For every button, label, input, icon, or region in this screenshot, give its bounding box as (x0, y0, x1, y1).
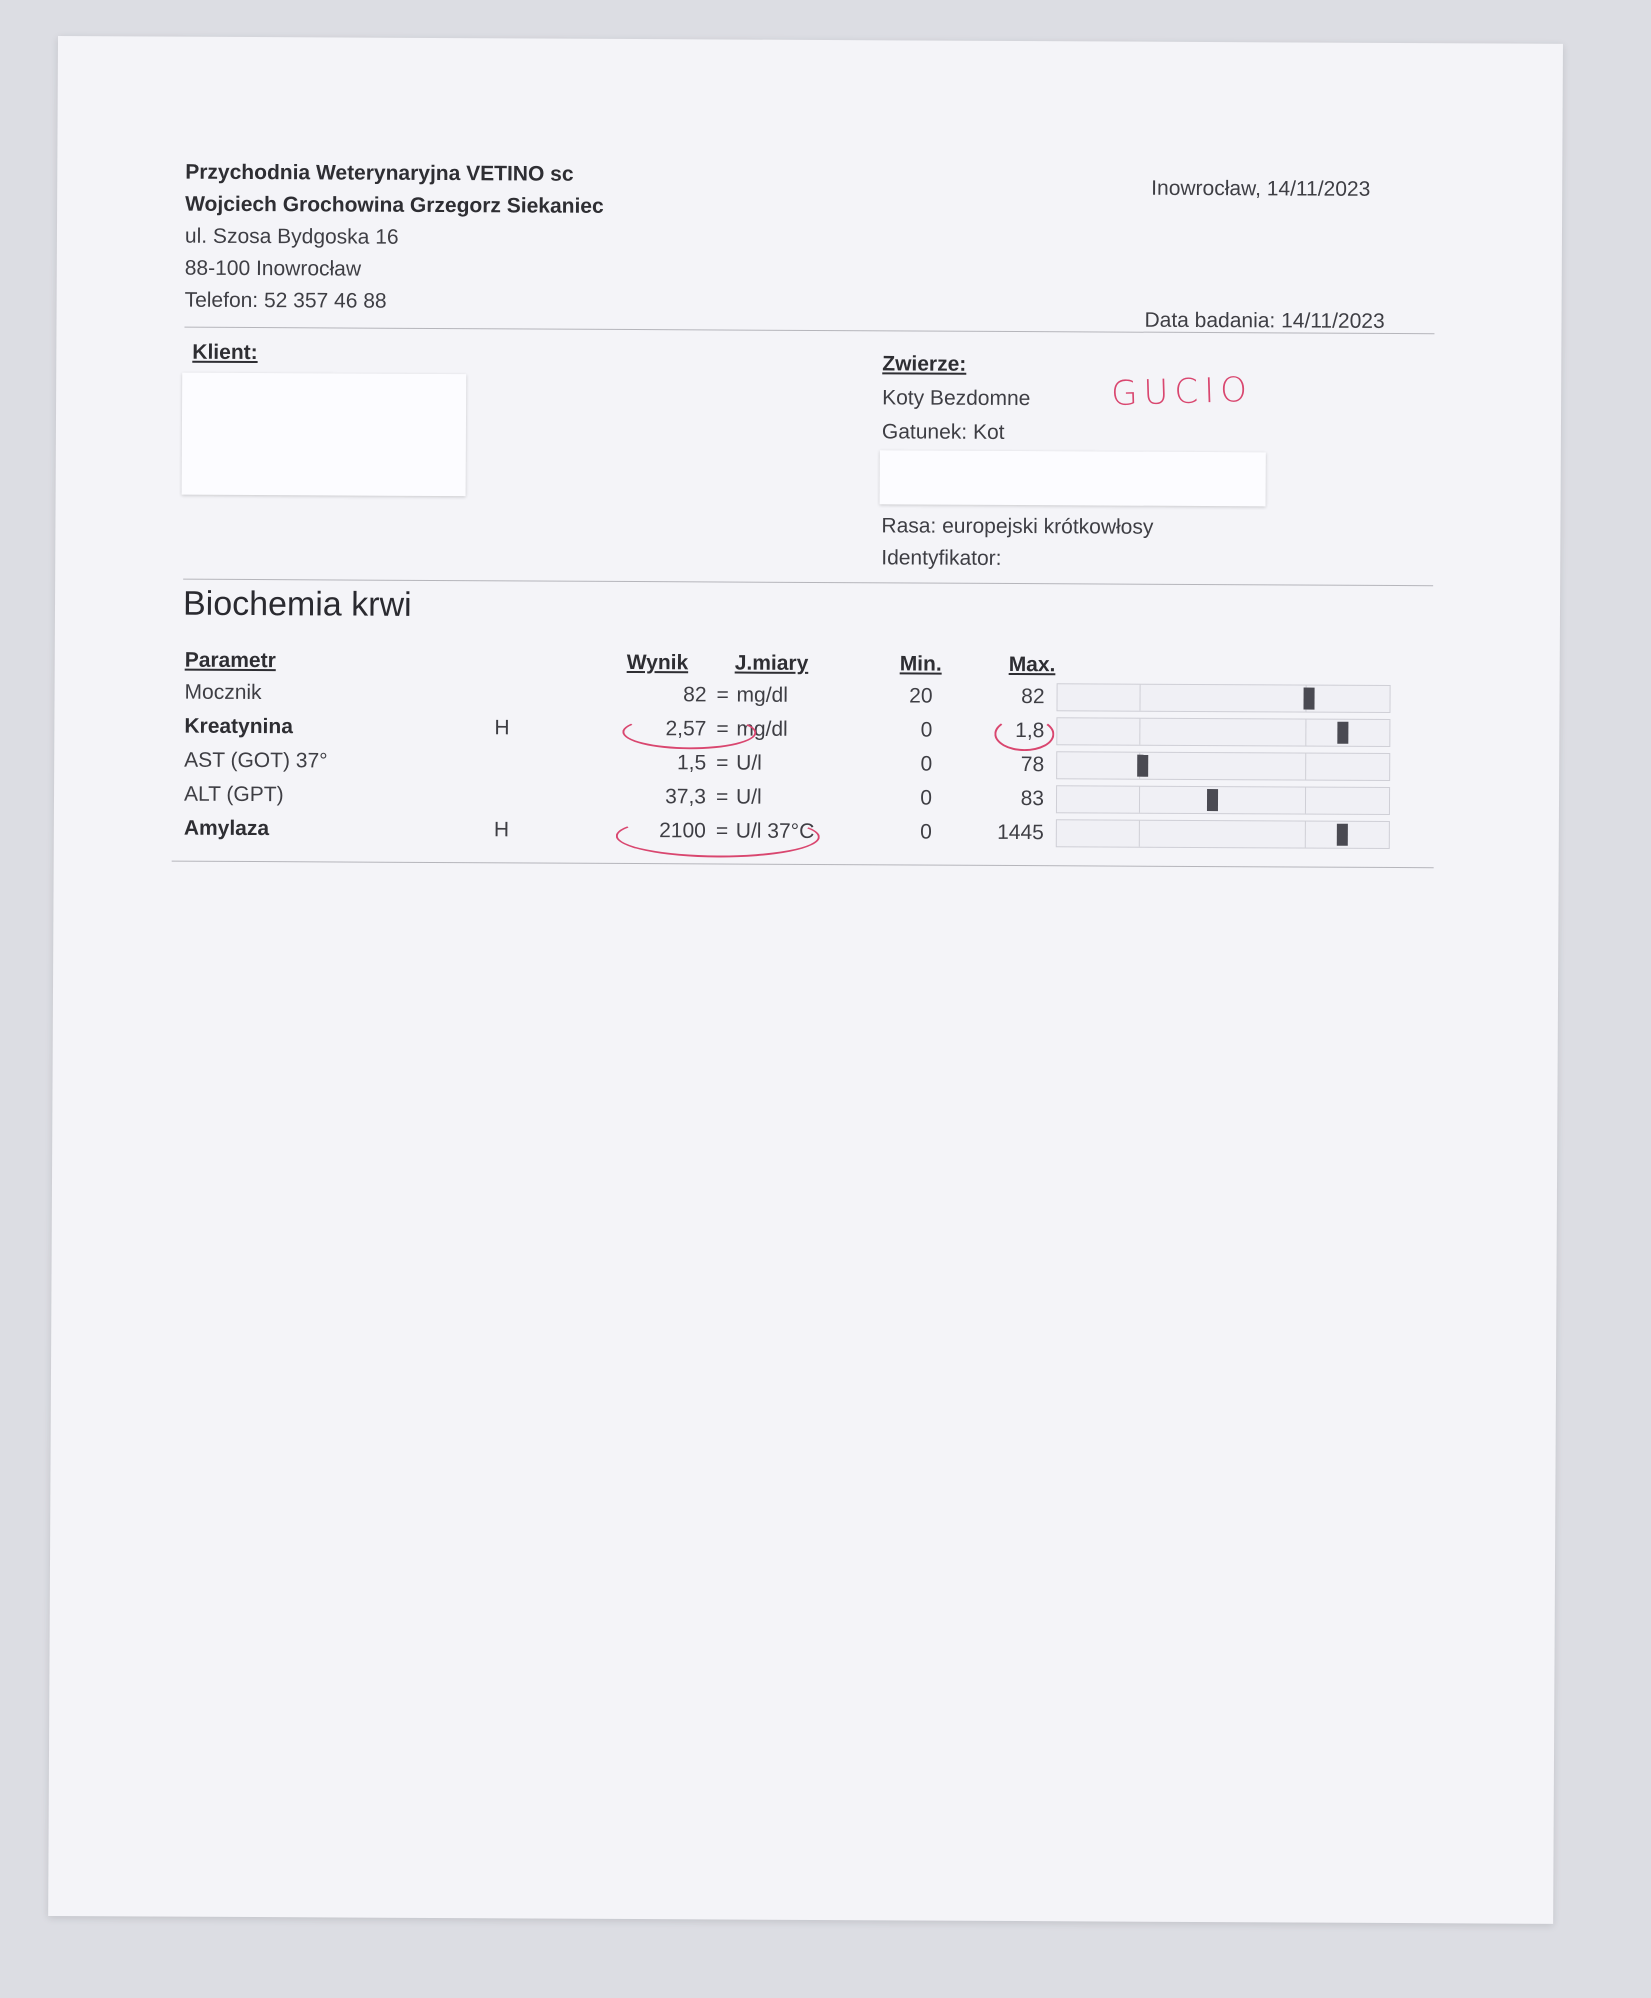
exam-date: Data badania: 14/11/2023 (1144, 308, 1385, 333)
animal-breed: Rasa: europejski krótkowłosy (881, 514, 1154, 539)
animal-heading: Zwierze: (882, 352, 967, 376)
param-name: ALT (GPT) (183, 782, 284, 807)
animal-redaction (880, 450, 1266, 506)
lab-report-sheet (48, 36, 1563, 1924)
col-max: Max. (1008, 652, 1056, 677)
param-name: AST (GOT) 37° (184, 748, 328, 773)
clinic-owners: Wojciech Grochowina Grzegorz Siekaniec (185, 192, 604, 218)
param-name: Mocznik (184, 680, 262, 705)
pen-circle-kreatynina (622, 715, 756, 750)
animal-species: Gatunek: Kot (881, 420, 1005, 444)
equals-sign: = (715, 785, 729, 809)
col-result: Wynik (626, 650, 689, 675)
flag: H (494, 716, 510, 740)
reference-range-bar (1056, 683, 1390, 713)
result-marker (1137, 755, 1148, 777)
clinic-phone: Telefon: 52 357 46 88 (184, 288, 387, 313)
pen-circle-amylaza (616, 815, 820, 858)
ref-max: 1,8 (1015, 719, 1045, 743)
animal-owner: Koty Bezdomne (882, 386, 1031, 411)
equals-sign: = (716, 683, 729, 707)
unit: U/l (736, 751, 762, 775)
pen-circle-kreatynina-max (994, 717, 1054, 751)
table-bottom-rule (172, 861, 1434, 869)
clinic-name: Przychodnia Weterynaryjna VETINO sc (185, 160, 574, 186)
ref-max: 83 (1020, 787, 1045, 811)
ref-max: 82 (1021, 685, 1045, 709)
unit: mg/dl (736, 683, 788, 707)
equals-sign: = (716, 717, 729, 741)
range-divider (1139, 685, 1140, 711)
col-min: Min. (899, 652, 942, 676)
unit: U/l 37°C (735, 819, 815, 843)
col-unit: J.miary (734, 651, 809, 675)
unit: U/l (735, 785, 762, 809)
range-divider (1305, 754, 1306, 780)
result-marker (1337, 722, 1348, 744)
ref-max: 1445 (997, 820, 1044, 845)
handwritten-animal-name: GUCIO (1110, 369, 1254, 414)
result-marker (1337, 824, 1348, 846)
equals-sign: = (716, 751, 729, 775)
col-param: Parametr (184, 648, 276, 673)
place-date: Inowrocław, 14/11/2023 (1151, 176, 1371, 201)
param-name: Amylaza (183, 816, 270, 841)
equals-sign: = (715, 819, 729, 843)
ref-min: 0 (920, 786, 933, 810)
result-value: 82 (683, 683, 707, 707)
reference-range-bar (1056, 819, 1390, 849)
result-value: 2,57 (665, 717, 707, 741)
ref-min: 0 (920, 718, 933, 742)
clinic-city: 88-100 Inowrocław (184, 256, 362, 281)
range-divider (1139, 821, 1140, 847)
range-divider (1139, 787, 1140, 813)
ref-min: 0 (920, 820, 932, 844)
range-divider (1305, 720, 1306, 746)
range-divider (1305, 822, 1306, 848)
panel-title: Biochemia krwi (182, 584, 412, 624)
result-value: 1,5 (676, 751, 707, 775)
result-marker (1207, 789, 1218, 811)
result-value: 2100 (659, 819, 706, 843)
ref-min: 20 (909, 684, 933, 708)
clinic-street: ul. Szosa Bydgoska 16 (184, 224, 399, 249)
range-divider (1139, 719, 1140, 745)
result-marker (1303, 688, 1314, 710)
animal-identifier: Identyfikator: (881, 546, 1002, 570)
reference-range-bar (1056, 717, 1390, 747)
unit: mg/dl (736, 717, 788, 741)
flag: H (493, 818, 510, 842)
range-divider (1305, 788, 1306, 814)
client-redaction (182, 373, 467, 496)
reference-range-bar (1056, 785, 1390, 815)
client-heading: Klient: (192, 340, 258, 365)
param-name: Kreatynina (184, 714, 293, 739)
ref-max: 78 (1020, 753, 1045, 777)
result-value: 37,3 (665, 785, 707, 809)
ref-min: 0 (920, 752, 933, 776)
reference-range-bar (1056, 751, 1390, 781)
